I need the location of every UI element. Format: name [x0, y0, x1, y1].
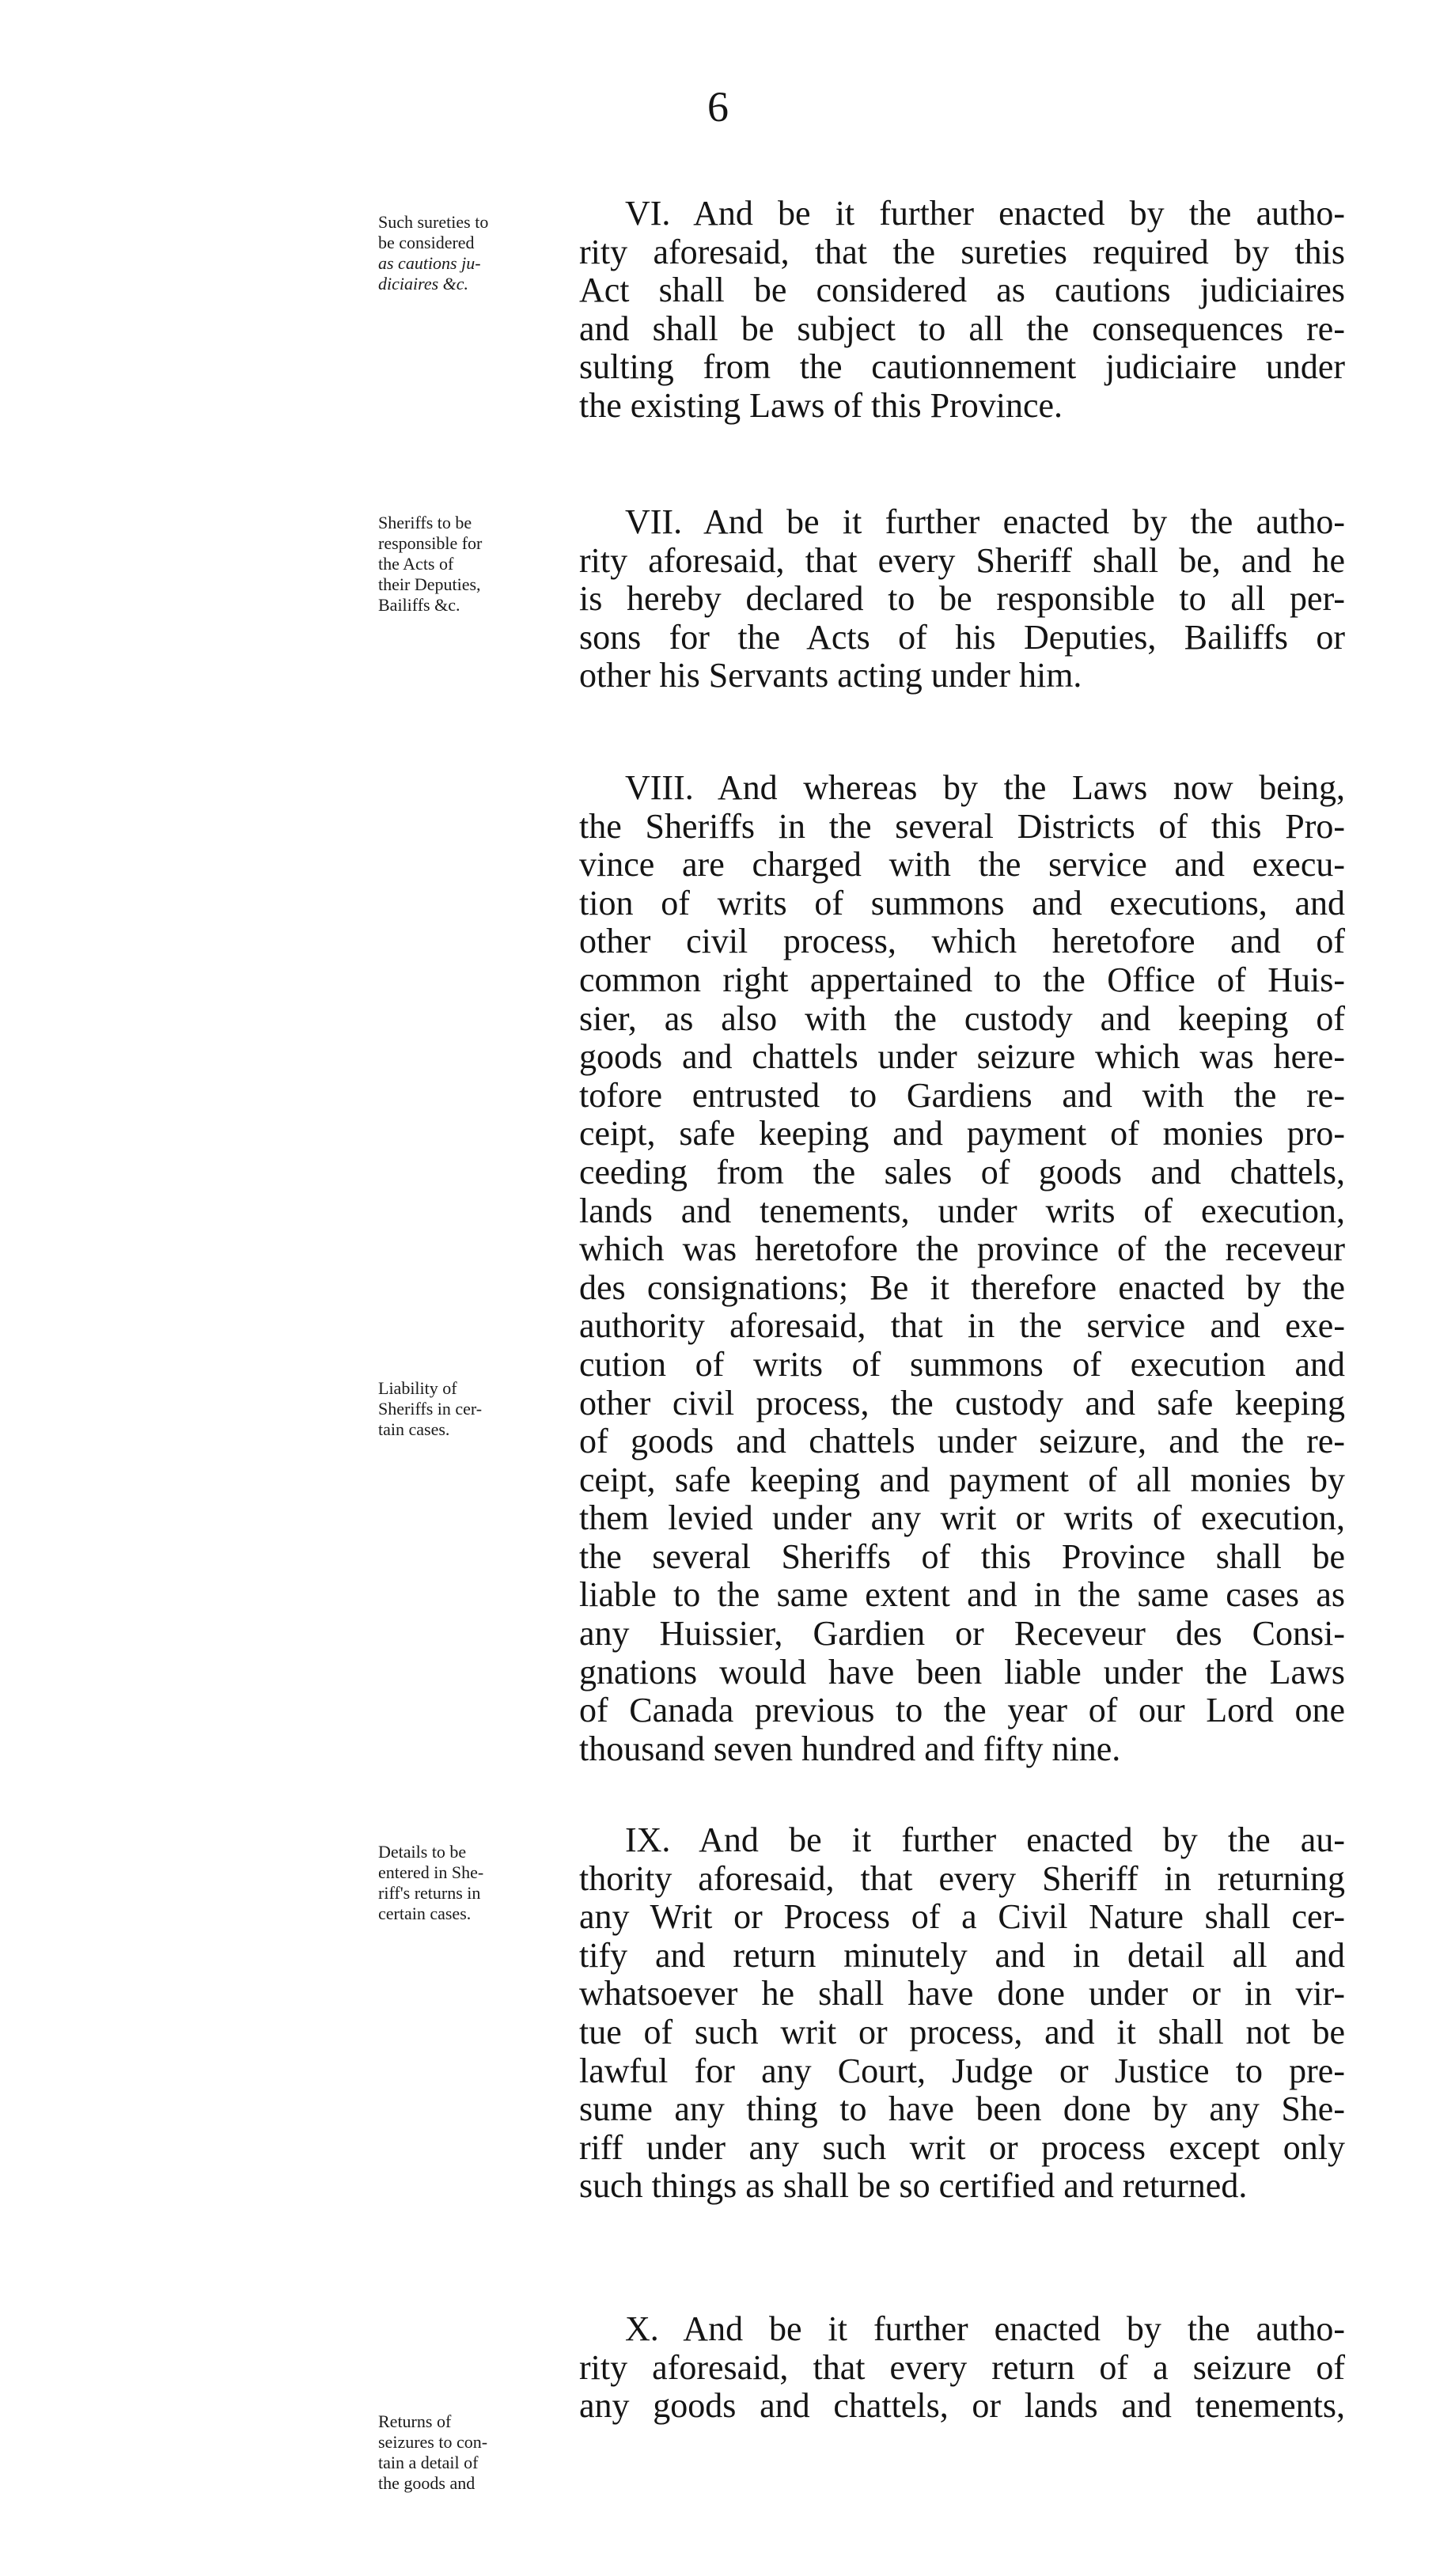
- text-line: des consignations; Be it therefore enacted by the: [579, 1267, 1345, 1307]
- text-line: ceipt, safe keeping and payment of all monies by: [579, 1460, 1345, 1499]
- note-line: their Deputies,: [378, 574, 481, 594]
- text-line: IX. And be it further enacted by the au-: [625, 1820, 1345, 1859]
- text-line: thority aforesaid, that every Sheriff in returning: [579, 1858, 1345, 1898]
- note-line: Liability of: [378, 1378, 457, 1398]
- note-line: tain cases.: [378, 1419, 450, 1439]
- paragraph-body: [579, 503, 1345, 695]
- text-line: other civil process, the custody and safe keeping: [579, 1383, 1345, 1422]
- note-line: certain cases.: [378, 1904, 472, 1923]
- text-line: VII. And be it further enacted by the autho-: [625, 502, 1345, 541]
- paragraph-body: [579, 769, 1345, 1768]
- text-line: rity aforesaid, that the sureties required by this: [579, 232, 1345, 271]
- text-line: and shall be subject to all the consequences re-: [579, 309, 1345, 348]
- margin-note: [378, 1378, 568, 1440]
- text-line: ceeding from the sales of goods and chattels,: [579, 1152, 1345, 1191]
- text-line: the existing Laws of this Province.: [579, 385, 1063, 425]
- text-line: the Sheriffs in the several Districts of this Pro-: [579, 806, 1345, 846]
- text-line: thousand seven hundred and fifty nine.: [579, 1729, 1121, 1768]
- text-line: any Huissier, Gardien or Receveur des Consi-: [579, 1614, 1345, 1654]
- text-line: common right appertained to the Office of Huis-: [579, 960, 1345, 999]
- text-line: other civil process, which heretofore and of: [579, 922, 1345, 961]
- text-line: such things as shall be so certified and returned.: [579, 2166, 1248, 2206]
- text-line: tify and return minutely and in detail all and: [579, 1935, 1345, 1975]
- note-line: tain a detail of: [378, 2453, 479, 2472]
- text-line: tofore entrusted to Gardiens and with the re-: [579, 1075, 1345, 1115]
- note-line: the Acts of: [378, 554, 454, 574]
- text-line: X. And be it further enacted by the autho-: [625, 2309, 1345, 2348]
- text-line: sons for the Acts of his Deputies, Bailiffs or: [579, 617, 1345, 657]
- paragraph-body: [579, 195, 1345, 426]
- text-line: which was heretofore the province of the receveur: [579, 1229, 1345, 1269]
- text-line: Act shall be considered as cautions judiciaires: [579, 271, 1345, 310]
- text-line: VI. And be it further enacted by the autho-: [625, 194, 1345, 233]
- text-line: tue of such writ or process, and it shall not be: [579, 2012, 1345, 2051]
- note-line: the goods and: [378, 2473, 476, 2493]
- text-line: vince are charged with the service and execu-: [579, 845, 1345, 885]
- note-line: diciaires &c.: [378, 274, 469, 294]
- paragraph-body: [579, 1821, 1345, 2206]
- note-line: Sheriffs to be: [378, 513, 472, 532]
- note-line: be considered: [378, 233, 475, 252]
- text-line: sulting from the cautionnement judiciaire under: [579, 347, 1345, 387]
- text-line: any goods and chattels, or lands and tenements,: [579, 2386, 1345, 2426]
- text-line: any Writ or Process of a Civil Nature shall cer-: [579, 1897, 1345, 1937]
- margin-note: [378, 2411, 568, 2494]
- text-line: whatsoever he shall have done under or in vir-: [579, 1974, 1345, 2013]
- text-line: gnations would have been liable under the Laws: [579, 1652, 1345, 1691]
- text-line: rity aforesaid, that every Sheriff shall be, and he: [579, 540, 1345, 580]
- note-line: as cautions ju-: [378, 253, 481, 273]
- note-line: Such sureties to: [378, 212, 489, 232]
- note-line: entered in She-: [378, 1862, 484, 1882]
- text-line: rity aforesaid, that every return of a seizure of: [579, 2347, 1345, 2387]
- note-line: responsible for: [378, 533, 483, 553]
- text-line: authority aforesaid, that in the service and exe-: [579, 1306, 1345, 1346]
- margin-note: [378, 1842, 568, 1924]
- note-line: Returns of: [378, 2411, 452, 2431]
- note-line: riff's returns in: [378, 1883, 481, 1903]
- text-line: them levied under any writ or writs of execution,: [579, 1498, 1345, 1538]
- text-line: liable to the same extent and in the same cases as: [579, 1575, 1345, 1615]
- text-line: VIII. And whereas by the Laws now being,: [625, 768, 1345, 807]
- text-line: of Canada previous to the year of our Lord one: [579, 1691, 1345, 1730]
- text-line: the several Sheriffs of this Province shall be: [579, 1536, 1345, 1576]
- text-line: lands and tenements, under writs of execution,: [579, 1191, 1345, 1230]
- text-line: ceipt, safe keeping and payment of monies pro-: [579, 1114, 1345, 1154]
- text-line: tion of writs of summons and executions, and: [579, 883, 1345, 922]
- text-line: goods and chattels under seizure which was here-: [579, 1037, 1345, 1077]
- margin-note: [378, 212, 568, 294]
- text-line: is hereby declared to be responsible to all per-: [579, 579, 1345, 619]
- note-line: seizures to con-: [378, 2432, 488, 2452]
- paragraph-body: [579, 2310, 1345, 2426]
- note-line: Details to be: [378, 1842, 467, 1862]
- text-line: other his Servants acting under him.: [579, 656, 1082, 695]
- text-line: riff under any such writ or process except only: [579, 2127, 1345, 2167]
- margin-note: [378, 513, 568, 616]
- text-line: cution of writs of summons of execution and: [579, 1344, 1345, 1384]
- note-line: Sheriffs in cer-: [378, 1399, 483, 1419]
- text-line: of goods and chattels under seizure, and the re-: [579, 1422, 1345, 1461]
- text-line: lawful for any Court, Judge or Justice to pre-: [579, 2051, 1345, 2090]
- text-line: sier, as also with the custody and keeping of: [579, 998, 1345, 1038]
- note-line: Bailiffs &c.: [378, 595, 460, 615]
- text-line: sume any thing to have been done by any She-: [579, 2089, 1345, 2129]
- page-number: 6: [707, 83, 729, 131]
